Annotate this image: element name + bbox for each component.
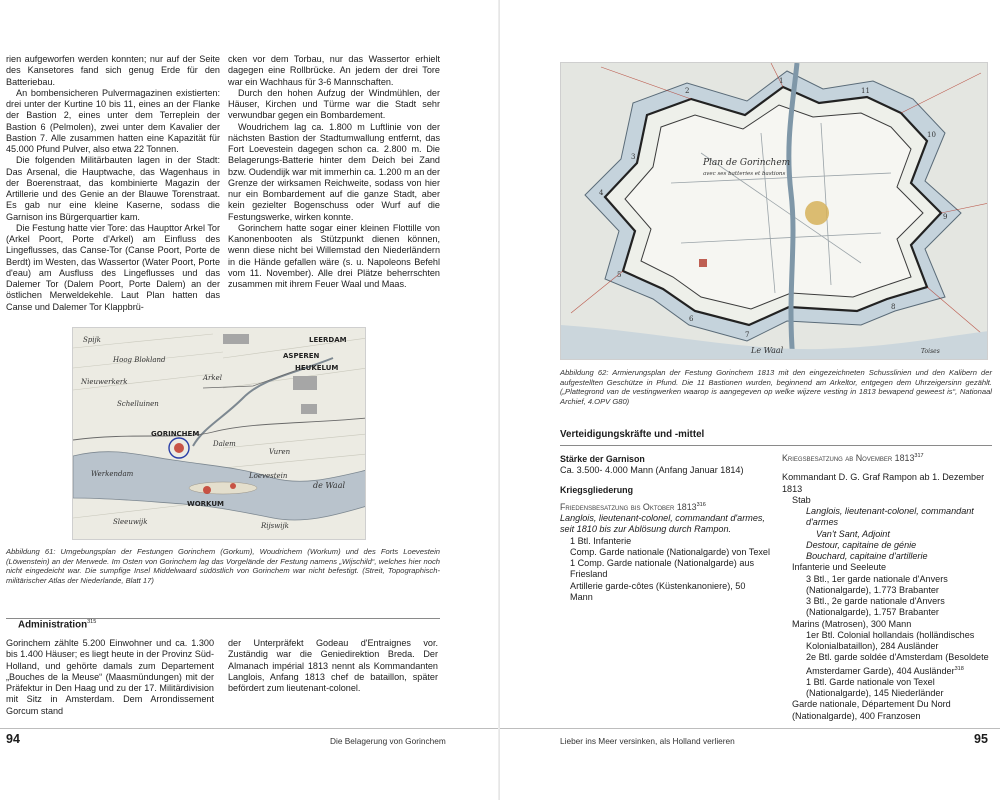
town-block [223,334,249,344]
paragraph: der Unterpräfekt Godeau d'Entraignes vor. Zuständig war die Geniedirektion Breda. Der Almanach impérial 1813 nennt als Kommandanten Langlois, Anfang 1813 chef de bataillon, später befördert zum lieutenant-colonel. [228,638,438,693]
list-item [782,652,992,677]
sand-bank [189,482,257,494]
list-item: Langlois, lieutenant-colonel, commandant d'armes [806,506,974,528]
town-label: WORKUM [187,500,225,508]
list-item: Langlois, lieutenant-colonel, commandant d'armes, seit 1810 bis zur Ablösung durch Rampon. [560,513,765,535]
figure-62-caption: Abbildung 62: Armierungsplan der Festung Gorinchem 1813 mit den eingezeichneten Schusslinien und den Kalibern der aufgestellten Geschütze in Pfund. Die 11 Bastionen wurden, beginnend am Arkeltor, entgegen dem Uhrzeigersinn gezählt. („Plattegrond van de vestingwerken waarop is aangegeven op welke wijzere vesting in 1813 bewapend geweest is“, Nationaal Archief, 4.OPV G80) [560,368,992,406]
map-label: Werkendam [91,470,134,478]
map-label: Nieuwerkerk [81,378,128,386]
river-label: de Waal [313,481,346,490]
paragraph: Die folgenden Militärbauten lagen in der Stadt: Das Arsenal, die Hauptwache, das Wagenhaus in der Boerenstraat, das kombinierte Magazin der Artillerie und des Genie an der Blauwe Torenstraat. Es gab nur eine kleine Kaserne, sodass die Garnison ins Bürgerquartier kam. [6,155,220,222]
running-title: Die Belagerung von Gorinchem [330,736,446,746]
paragraph: Gorinchem hatte sogar einer kleinen Flottille von Kanonenbooten als Stützpunkt dienen können, wenn diese nicht bei Willemstad den Niederländern in die Hände gefallen wäre (s. u. Napoleons Befehl vom 11. November). Alle drei Plätze beherrschten zusammen mit ihrem Feuer Waal und Maas. [228,222,440,289]
river-label: Le Waal [751,346,784,355]
footnote-ref: 316 [696,501,706,508]
list-heading [560,500,770,513]
smallcaps-heading: Friedensbesatzung bis Oktober 1813 [560,501,697,512]
town-label: LEERDAM [309,336,347,344]
list-item: 1er Btl. Colonial hollandais (holländisches Kolonialbataillon), 284 Ausländer [806,629,975,652]
paragraph: Woudrichem lag ca. 1.800 m Luftlinie von der nächsten Bastion der Stadtumwallung entfernt, das Fort Loevestein dagegen schon ca. 2.800 m. Die Belagerungs-Batterie hinter dem Deich bei Zand bzw. Oudendijk war mit immerhin ca. 1.200 m an der Grenze der wirksamen Reichweite, sodass von hier nur ein Bombardement auf die ganze Stadt, aber kein gezielter Bogenschuss oder Wurf auf die Festungswerke, wirken konnte. [228,121,440,222]
footer-rule [500,728,1000,729]
paragraph: Gorinchem zählte 5.200 Einwohner und ca. 1.300 bis 1.400 Häuser; es liegt heute in der Provinz Süd-Holland, und gehörte damals zum Departement „Bouches de la Meuse“ (Maasmündungen) mit der Präfektur in Den Haag und zu der 17. Militärdivision mit Sitz in Amsterdam. Dem Arrondissement Gorcum stand [6,638,214,716]
town-label: HEUKELUM [295,364,339,372]
section-title-administration [18,619,96,630]
town-label: ASPEREN [283,352,320,360]
list-item: 1 Btl. Infanterie [570,535,632,546]
map-label: Loevestein [249,472,288,480]
town-block [301,404,317,414]
list-item: Kommandant D. G. Graf Rampon ab 1. Dezember 1813 [782,472,985,494]
section-title-text: Administration [18,619,88,631]
list-item: Destour, capitaine de génie [806,539,917,550]
left-text-column-2 [228,54,440,290]
gorinchem-fortress [174,443,184,453]
magazine-marker [699,259,707,267]
list-item: 3 Btl., 2e garde nationale d'Anvers (Nationalgarde), 1.757 Brabanter [806,596,945,618]
town-block [293,376,317,390]
paragraph: Durch den hohen Aufzug der Windmühlen, der Häuser, Kirchen und Türme war die Stadt sehr verwundbar gegen ein Bombardement. [228,87,440,121]
scale-label: Toises [921,348,940,355]
footnote-ref: 318 [954,665,964,672]
town-label: GORINCHEM [151,430,200,438]
fortress-plan-figure [560,62,988,360]
bastion-number: 9 [943,213,948,221]
footnote-ref: 317 [914,453,924,459]
paragraph: rien aufgeworfen werden konnten; nur auf der Seite des Kansetores fand sich genug Erde für den Batteriebau. [6,54,220,87]
left-text-column-1 [6,54,220,313]
plan-subtitle: avec ses batteries et bastions [703,171,786,177]
bastion-number: 8 [891,303,896,311]
section-title-defence: Verteidigungskräfte und -mittel [560,429,705,440]
map-label: Dalem [213,440,236,448]
running-title: Lieber ins Meer versinken, als Holland verlieren [560,736,735,746]
page-number: 95 [974,732,988,746]
bastion-number: 3 [631,153,636,161]
admin-column-1 [6,638,214,717]
bastion-number: 1 [779,77,784,85]
figure-61-caption: Abbildung 61: Umgebungsplan der Festungen Gorinchem (Gorkum), Woudrichem (Workum) und des Forts Loevestein (Löwenstein) an der Merwede. Im Osten von Gorinchem lag das Vorgelände der Festung namens „Wijschild“, welches hier noch nicht eingedeicht war. Die sumpfige Insel Middelwaard südöstlich von Gorinchem war nicht befestigt. (Streit, Topographisch-militärischer Atlas der Niederlande, Blatt 17) [6,547,440,585]
list-item: Stab [792,494,811,505]
smallcaps-heading: Kriegsbesatzung ab November 1813 [782,453,915,464]
environs-map [73,328,366,540]
bastion-number: 7 [745,331,750,339]
loevestein-fortress [230,483,236,489]
woudrichem-fortress [203,486,211,494]
section-rule [560,445,992,446]
page-number: 94 [6,732,20,746]
admin-column-2 [228,638,438,694]
map-label: Sleeuwijk [113,518,148,526]
map-label: Spijk [83,336,101,344]
map-label: Schelluinen [117,400,159,408]
map-label: Arkel [203,374,223,382]
list-item: Bouchard, capitaine d'artillerie [806,551,928,562]
list-item: Garde nationale, Département Du Nord (Nationalgarde), 400 Franzosen [792,699,951,721]
right-page [500,0,1000,800]
subheading: Stärke der Garnison [560,454,645,464]
bastion-number: 4 [599,189,604,197]
bastion-number: 11 [861,87,870,95]
footnote-ref: 315 [87,619,97,625]
map-label: Hoog Blokland [113,356,166,364]
paragraph: An bombensicheren Pulvermagazinen existierten: drei unter der Kurtine 10 bis 11, eines an der Flanke der Bastion 2, eines unter dem Terreplein der Bastion 6 (Pelmolen), zwei unter dem Kavalier der Bastion 7. Alle zusammen hatten eine Kapazität für 45.000 Pfund Pulver, also etwa 22 Tonnen. [6,87,220,154]
map-label: Rijswijk [261,522,289,530]
war-garrison-column [782,451,992,722]
list-item-text: 2e Btl. garde soldée d'Amsterdam (Besoldete Amsterdamer Garde), 404 Ausländer [806,652,989,676]
paragraph: cken vor dem Torbau, nur das Wassertor erhielt dagegen eine Rollbrücke. An jedem der drei Tore war ein Wachhaus für 3-6 Mannschaften. [228,54,440,87]
list-item: Van't Sant, Adjoint [816,528,890,539]
bastion-number: 10 [927,131,936,139]
garrison-strength: Ca. 3.500- 4.000 Mann (Anfang Januar 1814) [560,465,744,476]
environs-map-figure [72,327,366,540]
bastion-number: 6 [689,315,694,323]
garrison-column [560,451,770,603]
list-item: Artillerie garde-côtes (Küstenkanoniere), 50 Mann [570,580,746,602]
plan-title: Plan de Gorinchem [703,158,791,168]
subheading: Kriegsgliederung [560,484,633,495]
wax-seal-icon [805,201,829,225]
list-item: 1 Comp. Garde nationale (Nationalgarde) aus Friesland [570,558,755,580]
list-heading [782,451,992,464]
bastion-number: 5 [617,271,622,279]
paragraph: Die Festung hatte vier Tore: das Haupttor Arkel Tor (Arkel Poort, Porte d'Arkel) am Einfluss des Lingeflusses, das Canse-Tor (Canse Poort, Porte de Berdt) im Westen, das Wassertor (Water Poort, Porte d'eau) am Ausfluss des Lingeflusses und das Dalemer Tor (Dalem Poort, Porte Dalem) an der östlichen Merweldekehle. Laut Plan hatten das Canse und Dalemer Tor Klappbrü- [6,222,220,312]
list-item: 3 Btl., 1er garde nationale d'Anvers (Nationalgarde), 1.773 Brabanter [806,573,948,595]
list-item: 1 Btl. Garde nationale von Texel (Nationalgarde), 145 Niederländer [806,676,944,699]
footer-rule [0,728,500,729]
list-item: Infanterie und Seeleute [792,562,887,573]
bastion-number: 2 [685,87,690,95]
list-item: Marins (Matrosen), 300 Mann [792,618,912,629]
list-item: Comp. Garde nationale (Nationalgarde) von Texel [570,546,771,557]
map-label: Vuren [269,448,291,456]
fortress-plan [561,63,988,360]
